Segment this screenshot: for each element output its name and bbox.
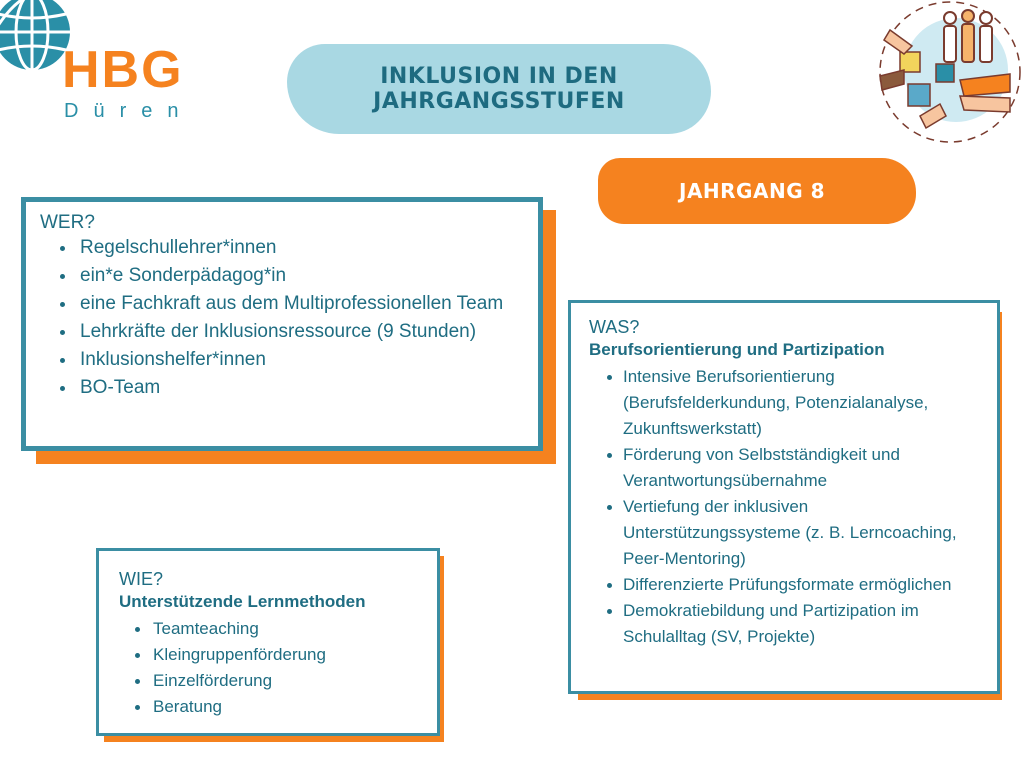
list-item: Regelschullehrer*innen <box>40 234 538 262</box>
page-title: INKLUSION IN DEN JAHRGANGSSTUFEN <box>373 63 625 114</box>
wie-box <box>96 548 440 736</box>
inclusion-illustration <box>860 0 1024 150</box>
list-item: Intensive Berufsorientierung (Berufsfelderkundung, Potenzialanalyse, Zukunftswerkstatt) <box>589 364 983 442</box>
list-item: BO-Team <box>40 374 538 402</box>
list-item: Demokratiebildung und Partizipation im Schulalltag (SV, Projekte) <box>589 598 983 650</box>
list-item: Kleingruppenförderung <box>119 642 437 668</box>
school-logo <box>0 0 220 130</box>
grade-label: JAHRGANG 8 <box>679 179 825 203</box>
list-item: Beratung <box>119 694 437 720</box>
was-box <box>568 300 1000 694</box>
was-heading: WAS? <box>589 317 640 337</box>
page-title-banner <box>287 44 711 134</box>
wie-list <box>119 616 437 720</box>
list-item: ein*e Sonderpädagog*in <box>40 262 538 290</box>
logo-text: HBG <box>62 41 184 99</box>
list-item: Vertiefung der inklusiven Unterstützungssysteme (z. B. Lerncoaching, Peer-Mentoring) <box>589 494 983 572</box>
list-item: Förderung von Selbstständigkeit und Verantwortungsübernahme <box>589 442 983 494</box>
list-item: Differenzierte Prüfungsformate ermöglichen <box>589 572 983 598</box>
wie-heading: WIE? <box>119 569 164 589</box>
list-item: Lehrkräfte der Inklusionsressource (9 Stunden) <box>40 318 538 346</box>
wie-subheading: Unterstützende Lernmethoden <box>119 592 366 611</box>
list-item: Teamteaching <box>119 616 437 642</box>
wer-list <box>40 234 538 402</box>
wer-box <box>21 197 543 451</box>
list-item: Inklusionshelfer*innen <box>40 346 538 374</box>
logo-subtitle: Düren <box>64 100 194 122</box>
was-list <box>589 364 983 650</box>
inclusion-hands-puzzle-icon <box>860 0 1024 150</box>
was-subheading: Berufsorientierung und Partizipation <box>589 340 885 359</box>
list-item: Einzelförderung <box>119 668 437 694</box>
grade-banner <box>598 158 916 224</box>
list-item: eine Fachkraft aus dem Multiprofessionellen Team <box>40 290 538 318</box>
wer-heading: WER? <box>40 212 95 233</box>
